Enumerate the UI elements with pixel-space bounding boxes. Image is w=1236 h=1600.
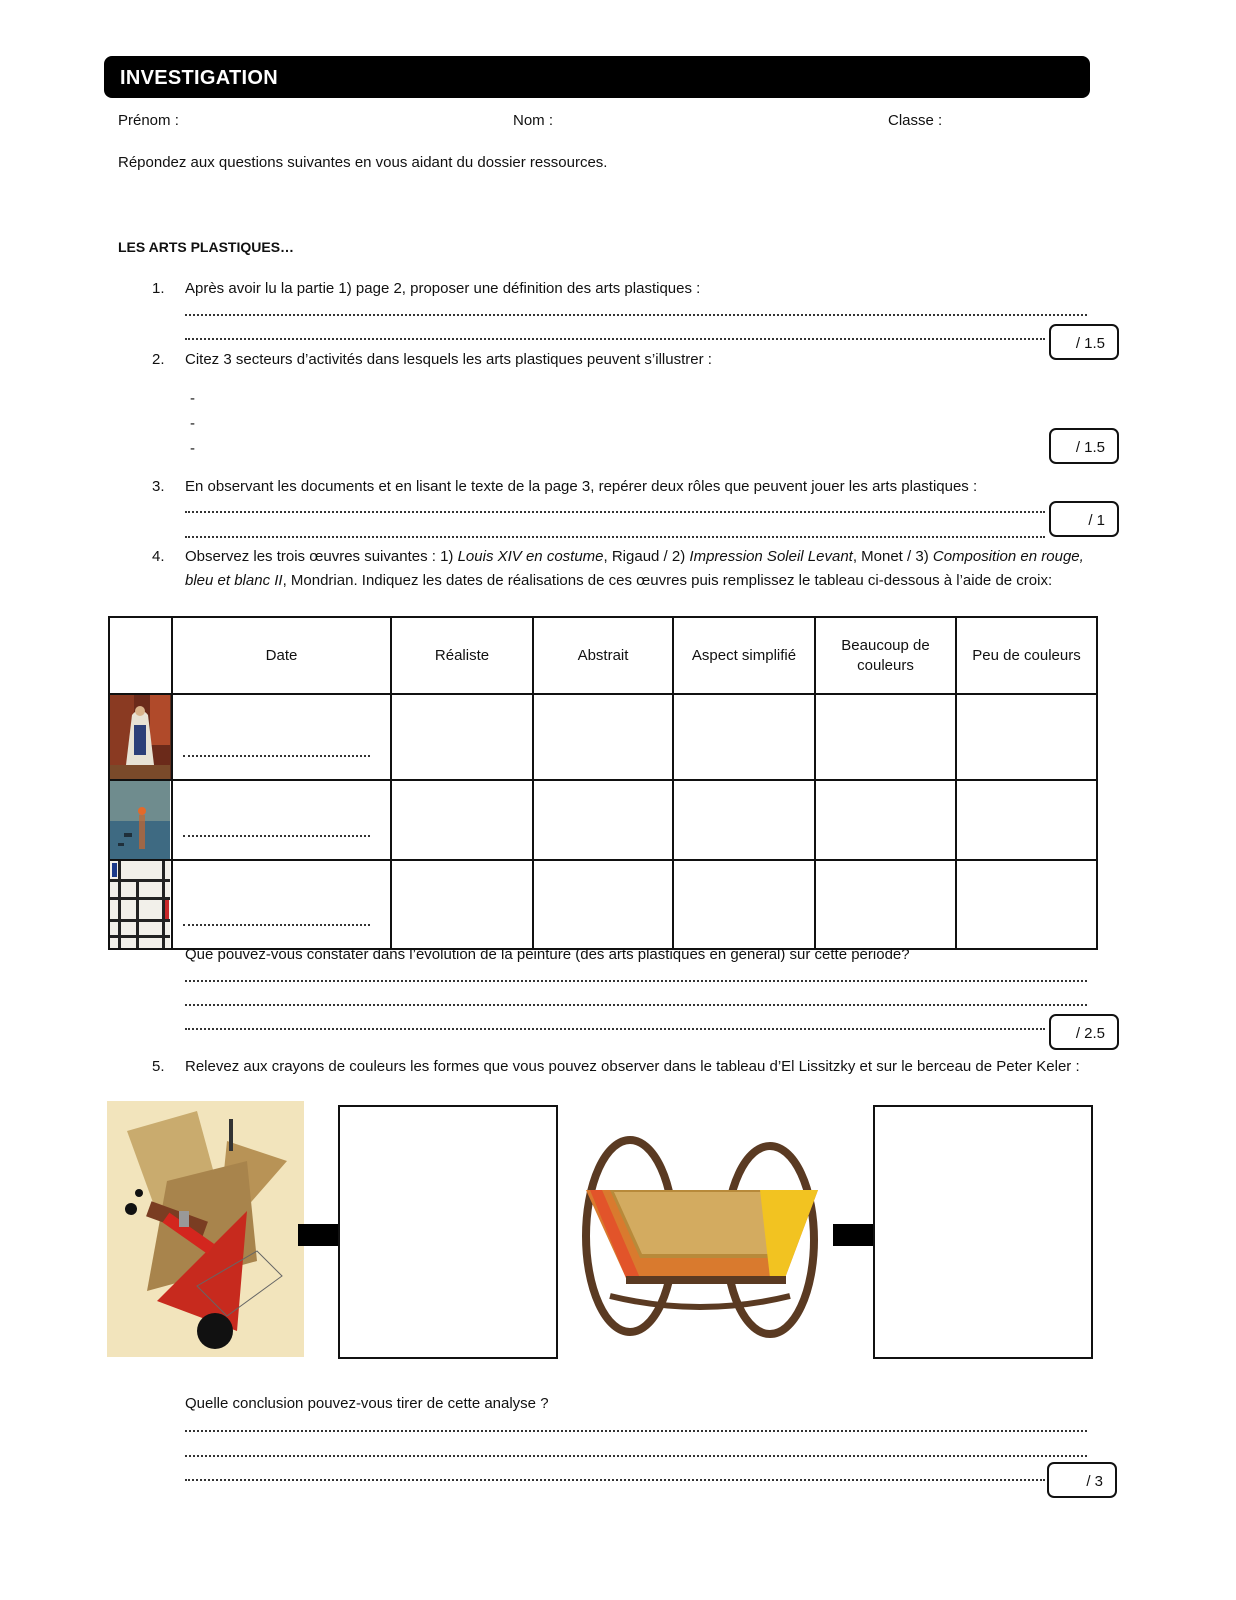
cell-monet-peu[interactable] xyxy=(956,780,1097,860)
q2-number: 2. xyxy=(152,351,165,368)
q2-bullet-2[interactable]: - xyxy=(190,415,195,432)
q3-score-box: / 1 xyxy=(1049,501,1119,537)
q4-number: 4. xyxy=(152,548,165,565)
q1-answer-line-1[interactable] xyxy=(185,314,1087,316)
mondrian-thumbnail xyxy=(109,860,172,949)
q5-number: 5. xyxy=(152,1058,165,1075)
q4-answer-line-3[interactable] xyxy=(185,1028,1045,1030)
q4-text-line-1: Observez les trois œuvres suivantes : 1) Louis XIV en costume, Rigaud / 2) Impression Soleil Levant, Monet / 3) Composition en rouge, xyxy=(185,548,1084,565)
cell-mondrian-realiste[interactable] xyxy=(391,860,533,949)
cell-monet-realiste[interactable] xyxy=(391,780,533,860)
q4-answer-line-1[interactable] xyxy=(185,980,1087,982)
lissitzky-painting-image xyxy=(107,1101,304,1357)
q3-number: 3. xyxy=(152,478,165,495)
q2-text: Citez 3 secteurs d’activités dans lesquels les arts plastiques peuvent s’illustrer : xyxy=(185,351,712,368)
rigaud-thumbnail xyxy=(109,694,172,780)
cell-monet-beaucoup[interactable] xyxy=(815,780,956,860)
col-header-aspect-simplifie: Aspect simplifié xyxy=(673,617,815,694)
table-row xyxy=(109,780,1097,860)
portrait-painting-icon xyxy=(110,695,170,779)
cell-mondrian-peu[interactable] xyxy=(956,860,1097,949)
landscape-painting-icon xyxy=(110,781,170,859)
cell-mondrian-beaucoup[interactable] xyxy=(815,860,956,949)
col-header-realiste: Réaliste xyxy=(391,617,533,694)
instructions: Répondez aux questions suivantes en vous aidant du dossier ressources. xyxy=(118,154,608,171)
cell-rigaud-beaucoup[interactable] xyxy=(815,694,956,780)
q4-followup-question: Que pouvez-vous constater dans l’évolution de la peinture (des arts plastiques en général) sur cette période? xyxy=(185,946,910,963)
prenom-label: Prénom : xyxy=(118,112,179,129)
col-header-peu-couleurs: Peu de couleurs xyxy=(956,617,1097,694)
col-header-abstrait: Abstrait xyxy=(533,617,673,694)
nom-label: Nom : xyxy=(513,112,554,129)
date-cell-rigaud[interactable] xyxy=(172,694,391,780)
q2-bullet-3[interactable]: - xyxy=(190,440,195,457)
title-banner xyxy=(104,56,1090,98)
table-row xyxy=(109,860,1097,949)
q4-score-box: / 2.5 xyxy=(1049,1014,1119,1050)
col-header-beaucoup-couleurs: Beaucoup de couleurs xyxy=(815,617,956,694)
q5-answer-line-3[interactable] xyxy=(185,1479,1045,1481)
q4-answer-line-2[interactable] xyxy=(185,1004,1087,1006)
q5-answer-line-2[interactable] xyxy=(185,1455,1087,1457)
q1-answer-line-2[interactable] xyxy=(185,338,1045,340)
cell-monet-abstrait[interactable] xyxy=(533,780,673,860)
date-cell-monet[interactable] xyxy=(172,780,391,860)
q2-score-box: / 1.5 xyxy=(1049,428,1119,464)
grid-painting-icon xyxy=(110,861,170,948)
keler-shapes-drawing-box[interactable] xyxy=(873,1105,1093,1359)
cell-rigaud-realiste[interactable] xyxy=(391,694,533,780)
table-corner-cell xyxy=(109,617,172,694)
q2-bullet-1[interactable]: - xyxy=(190,390,195,407)
classe-label: Classe : xyxy=(888,112,943,129)
q5-text: Relevez aux crayons de couleurs les formes que vous pouvez observer dans le tableau d’El Lissitzky et sur le berceau de Peter Keler : xyxy=(185,1058,1080,1075)
q1-score-box: / 1.5 xyxy=(1049,324,1119,360)
q3-text: En observant les documents et en lisant le texte de la page 3, repérer deux rôles que peuvent jouer les arts plastiques : xyxy=(185,478,978,495)
artworks-table xyxy=(108,616,1098,950)
section-title: LES ARTS PLASTIQUES… xyxy=(118,239,295,255)
q3-answer-line-1[interactable] xyxy=(185,511,1045,513)
cell-monet-aspect[interactable] xyxy=(673,780,815,860)
cell-mondrian-aspect[interactable] xyxy=(673,860,815,949)
monet-thumbnail xyxy=(109,780,172,860)
lissitzky-shapes-drawing-box[interactable] xyxy=(338,1105,558,1359)
cell-rigaud-abstrait[interactable] xyxy=(533,694,673,780)
q5-answer-line-1[interactable] xyxy=(185,1430,1087,1432)
q5-conclusion-question: Quelle conclusion pouvez-vous tirer de cette analyse ? xyxy=(185,1395,549,1412)
q1-text: Après avoir lu la partie 1) page 2, proposer une définition des arts plastiques : xyxy=(185,280,701,297)
date-cell-mondrian[interactable] xyxy=(172,860,391,949)
cell-mondrian-abstrait[interactable] xyxy=(533,860,673,949)
col-header-date: Date xyxy=(172,617,391,694)
table-row xyxy=(109,694,1097,780)
cell-rigaud-aspect[interactable] xyxy=(673,694,815,780)
q5-score-box: / 3 xyxy=(1047,1462,1117,1498)
keler-cradle-image xyxy=(570,1128,832,1340)
cell-rigaud-peu[interactable] xyxy=(956,694,1097,780)
q3-answer-line-2[interactable] xyxy=(185,536,1045,538)
q1-number: 1. xyxy=(152,280,165,297)
page-title: INVESTIGATION xyxy=(120,67,278,89)
q4-text-line-2: bleu et blanc II, Mondrian. Indiquez les dates de réalisations de ces œuvres puis remplissez le tableau ci-dessous à l’aide de croix: xyxy=(185,572,1053,589)
